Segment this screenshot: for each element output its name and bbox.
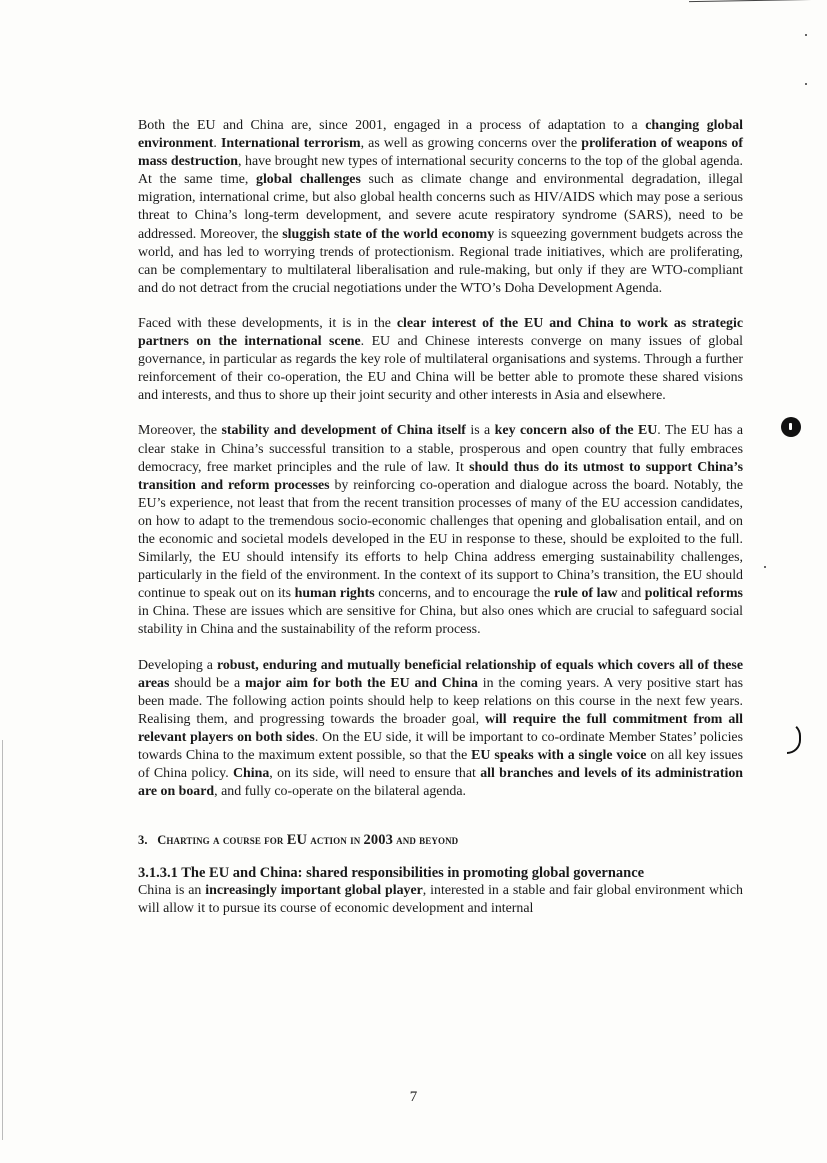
text-run: , interested in a stable and fair global environment which will allow it to pursue its course of economic development and internal [138,883,743,917]
paragraph [138,117,743,298]
bold-text: China [233,766,270,782]
scan-edge-line [2,740,3,1140]
scan-speck [805,83,807,85]
text-run: . On the EU side, it will be important to co-ordinate Member States’ policies towards China to the maximum extent possible, so that the [138,729,743,763]
text-run: EU [286,832,308,849]
text-run: Both the EU and China are, since 2001, engaged in a process of adaptation to a [138,118,646,133]
text-run: is squeezing government budgets across the world, and has led to worrying trends of protectionism. Regional trade initiatives, which are proliferating, can be complementary to multilateral liberalisation and rule-making, but only if they are WTO-compliant and do not detract from the crucial negotiations under the WTO’s Doha Development Agenda. [138,226,743,296]
text-run: Developing a [138,657,217,673]
text-run: Moreover, the [138,423,222,439]
bold-text: rule of law [553,586,618,602]
bold-text: human rights [294,586,375,602]
text-run: in China. These are issues which are sensitive for China, but also ones which are crucial to safeguard social stability in China and the sustainability of the reform process. [138,604,743,638]
bold-text: global challenges [256,172,361,188]
text-run: on all key issues of China policy. [138,748,743,782]
text-run: should be a [169,675,245,691]
text-run: Charting a course for [157,833,287,848]
document-body [138,117,743,935]
text-run: China is an [138,883,206,899]
text-run: 2003 [363,832,393,849]
scan-top-line [689,0,819,2]
paragraph [138,422,743,639]
paragraph [138,315,743,405]
text-run: , have brought new types of international security concerns to the top of the global agenda. At the same time, [138,154,744,188]
bold-text: stability and development of China itself [221,423,466,439]
binder-clip-mark [787,722,801,754]
text-run: such as climate change and environmental degradation, illegal migration, international crime, but also global health concerns such as HIV/AIDS which may pose a serious threat to China’s long-term development, and severe acute respiratory syndrome (SARS), need to be addressed. Moreover, the [138,172,743,242]
section-number: 3. [138,833,148,848]
text-run: concerns, and to encourage the [374,586,554,602]
bold-text: EU speaks with a single voice [471,748,647,763]
page-number: 7 [409,1089,418,1105]
binder-hole-mark [781,417,801,437]
bold-text: will require the full commitment from all relevant players on both sides [138,711,744,745]
bold-text: key concern also of the EU [494,423,658,439]
text-run: and beyond [392,833,459,848]
paragraph [138,657,743,802]
text-run: . [213,136,221,152]
bold-text: clear interest of the EU and China to work as strategic partners on the international scene [138,315,743,350]
section-title [157,833,458,847]
bold-text: political reforms [644,586,743,602]
bold-text: changing global environment [138,118,743,152]
text-run: and [617,586,645,602]
text-run: , as well as growing concerns over the [360,136,582,152]
text-run: in the coming years. A very positive start has been made. The following action points should help to keep relations on this course in the next few years. Realising them, and progressing towards the broader goal, [138,675,743,727]
scan-speck [764,566,766,568]
bold-text: robust, enduring and mutually beneficial relationship of equals which covers all of these areas [138,657,744,691]
text-run: by reinforcing co-operation and dialogue across the board. Notably, the EU’s experience, not least that from the recent transition processes of many of the EU accession candidates, on how to adapt to the tremendous socio-economic challenges that opening and globalisation entail, and on the economic and societal models developed in the EU in response to these, should be exploited to the full. Similarly, the EU should intensify its efforts to help China address emerging sustainability challenges, particularly in the field of the environment. In the context of its support to China’s transition, the EU should continue to speak out on its [138,477,743,602]
bold-text: all branches and levels of its administration are on board [138,766,744,800]
text-run: action in [307,833,364,848]
bold-text: proliferation of weapons of mass destruction [138,136,743,170]
text-run: . The EU has a clear stake in China’s successful transition to a stable, prosperous and open country that fully embraces democracy, free market principles and the rule of law. It [138,423,744,475]
text-run: , on its side, will need to ensure that [269,766,481,782]
bold-text: sluggish state of the world economy [282,226,495,242]
bold-text: International terrorism [220,136,361,152]
bold-text: increasingly important global player [205,883,423,899]
text-run: , and fully co-operate on the bilateral agenda. [214,784,467,800]
bold-text: major aim for both the EU and China [244,675,478,691]
subsection-heading: 3.1.3.1 The EU and China: shared responsibilities in promoting global governance [138,865,645,882]
paragraph [138,882,743,918]
bold-text: should thus do its utmost to support China’s transition and reform processes [138,459,744,493]
text-run: . EU and Chinese interests converge on many issues of global governance, in particular as regards the key role of multilateral organisations and systems. Through a further reinforcement of their co-operation, the EU and China will be better able to promote these shared visions and interests, and thus to shore up their joint security and other interests in Asia and elsewhere. [138,334,743,404]
text-run: Faced with these developments, it is in the [138,315,397,331]
scan-speck [805,34,807,36]
text-run: is a [465,423,495,439]
section-heading [138,832,743,849]
